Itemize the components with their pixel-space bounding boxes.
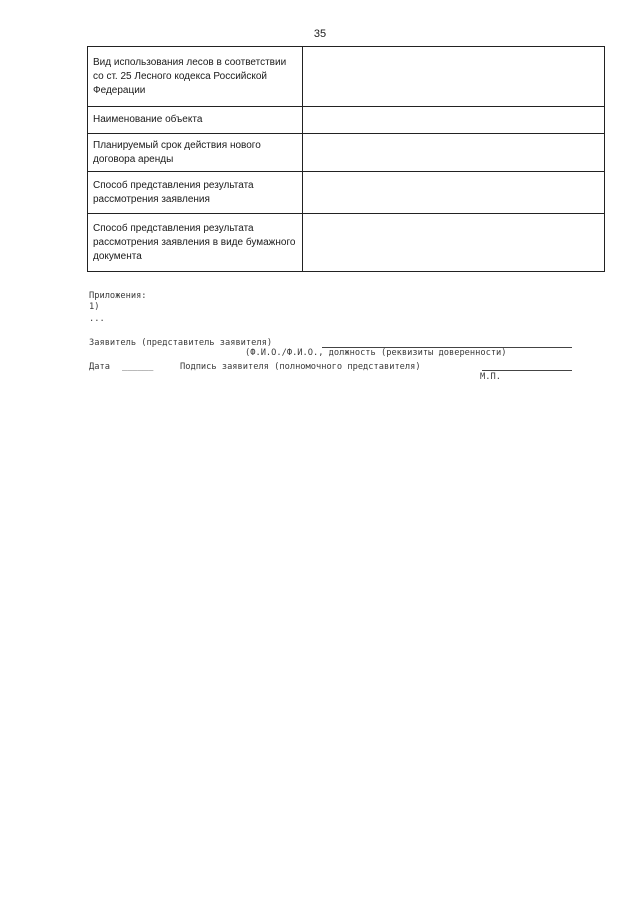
row-value-result-method[interactable] [303,172,605,214]
seal-label: М.П. [480,372,501,382]
table-row [88,172,605,214]
table-row [88,107,605,134]
signature-line[interactable] [482,370,572,371]
application-form-table [87,46,605,272]
row-label-lease-term: Планируемый срок действия нового договора аренды [88,134,303,172]
row-value-paper-result[interactable] [303,214,605,272]
signature-label: Подпись заявителя (полномочного представителя) [180,362,421,372]
date-field[interactable]: ______ [122,362,154,372]
date-label: Дата [89,362,110,372]
table-row [88,214,605,272]
row-value-lease-term[interactable] [303,134,605,172]
table-row [88,47,605,107]
appendix-ellipsis: ... [89,314,105,324]
row-value-forest-use[interactable] [303,47,605,107]
applicant-hint: (Ф.И.О./Ф.И.О., должность (реквизиты доверенности) [245,348,507,358]
page-number: 35 [313,28,327,40]
appendix-item-1: 1) [89,302,100,312]
row-value-object-name[interactable] [303,107,605,134]
row-label-forest-use: Вид использования лесов в соответствии со ст. 25 Лесного кодекса Российской Федерации [88,47,303,107]
row-label-object-name: Наименование объекта [88,107,303,134]
appendix-title: Приложения: [89,291,147,301]
applicant-label: Заявитель (представитель заявителя) [89,338,273,348]
row-label-result-method: Способ представления результата рассмотрения заявления [88,172,303,214]
row-label-paper-result: Способ представления результата рассмотрения заявления в виде бумажного документа [88,214,303,272]
table-row [88,134,605,172]
